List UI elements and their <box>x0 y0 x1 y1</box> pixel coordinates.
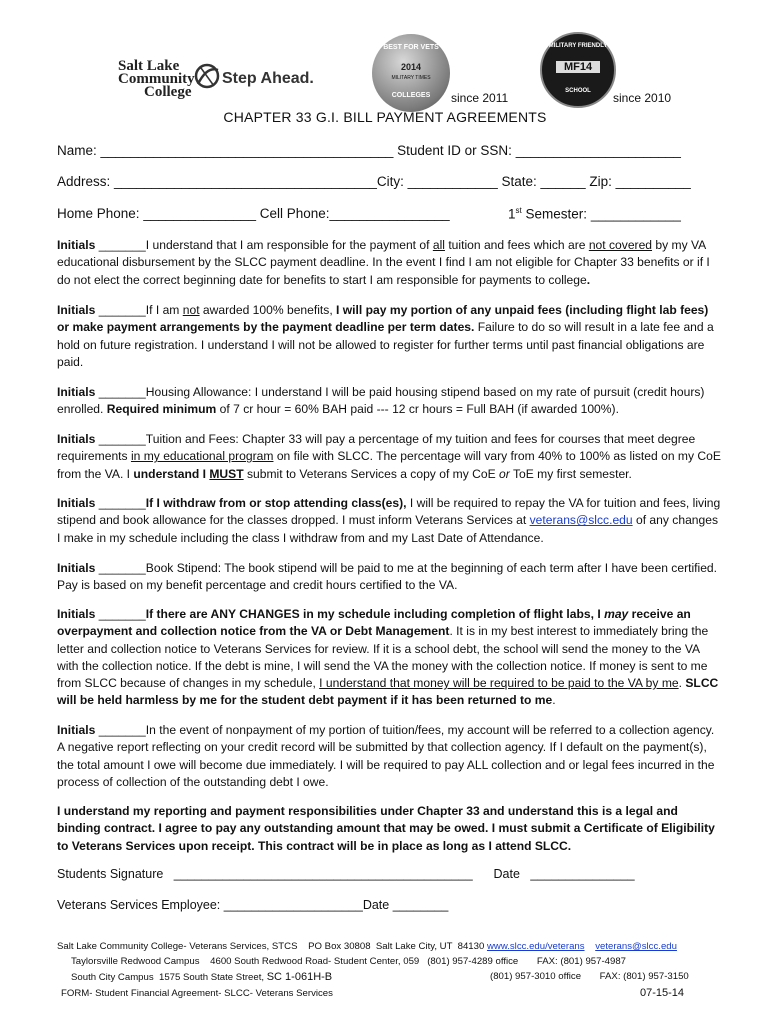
date2-field[interactable]: ________ <box>392 898 449 912</box>
p7-bold: If there are ANY CHANGES in my schedule including completion of flight labs, I <box>145 607 605 621</box>
date-field[interactable]: _______________ <box>530 867 635 881</box>
address-row <box>57 174 691 189</box>
military-friendly-badge <box>540 32 616 108</box>
initials-field[interactable]: _______ <box>98 561 146 575</box>
p1-text-c: by my VA educational disbursement by the SLCC payment deadline. In the event I find I am not eligible for Chapter 33 benefits or if I do not elect the correct beginning date for benefits to start I am responsible for payments to college <box>57 238 710 287</box>
initials-label: Initials <box>57 303 96 317</box>
name-row <box>57 143 681 158</box>
p1-not-covered: not covered <box>588 238 653 252</box>
semester-field[interactable]: ____________ <box>590 206 681 222</box>
student-signature-field[interactable]: ___________________________________________ <box>173 867 473 881</box>
cell-phone-label: Cell Phone: <box>259 206 330 221</box>
initials-label: Initials <box>57 385 96 399</box>
footer-south-city-line <box>71 971 332 983</box>
initials-label: Initials <box>57 723 96 737</box>
zip-label: Zip: <box>589 174 612 189</box>
city-field[interactable]: ____________ <box>407 174 498 189</box>
logo-line-3: College <box>144 84 192 100</box>
initials-label: Initials <box>57 432 96 446</box>
p1-text: I understand that I am responsible for the payment of <box>145 238 433 252</box>
logo-line-2: Community <box>118 71 195 87</box>
p6-text: Book Stipend: The book stipend will be paid to me at the beginning of each term after I have been certified. Pay is based on my benefit percentage and credit hours certified to the VA. <box>57 561 718 593</box>
page-title: CHAPTER 33 G.I. BILL PAYMENT AGREEMENTS <box>223 109 547 125</box>
p7-bold-c: SLCC will be held harmless by me for the student debt payment if it has been returned to me <box>57 676 719 708</box>
address-field[interactable]: ___________________________________ <box>114 174 377 189</box>
date-label: Date <box>493 867 520 881</box>
p1-all: all <box>432 238 445 252</box>
semester-number: 1 <box>508 206 516 222</box>
zip-field[interactable]: __________ <box>615 174 691 189</box>
student-id-label: Student ID or SSN: <box>397 143 512 158</box>
badge-left-top: BEST FOR VETS <box>383 44 439 51</box>
p4-must: MUST <box>209 466 244 481</box>
initials-field[interactable]: _______ <box>98 238 146 252</box>
email-link[interactable]: veterans@slcc.edu <box>529 513 633 528</box>
agreement-nonpayment <box>57 722 722 791</box>
p7-may: may <box>604 607 629 621</box>
student-signature-label: Students Signature <box>57 867 164 881</box>
p2-text: If I am <box>145 303 183 317</box>
footer-taylorsville-line: Taylorsville Redwood Campus 4600 South Redwood Road- Student Center, 059 (801) 957-4289 office FAX: (801) 957-4987 <box>71 956 626 967</box>
footer-address: Salt Lake Community College- Veterans Services, STCS PO Box 30808 Salt Lake City, UT 84130 <box>57 941 487 952</box>
p3-bold: Required minimum <box>106 402 217 417</box>
p1-text-b: tuition and fees which are <box>444 238 589 252</box>
logo-tagline: Step Ahead. <box>222 70 314 87</box>
p2-not: not <box>182 303 200 317</box>
initials-label: Initials <box>57 496 96 510</box>
p4-text-d: ToE my first semester. <box>509 466 632 481</box>
agreement-schedule-changes <box>57 606 722 710</box>
p8-text: In the event of nonpayment of my portion of tuition/fees, my account will be referred to a collection agency. A negative report reflecting on your credit record will be submitted by that collection agency. If I default on the payment(s), the total amount I owe will become due immediately. I will be required to pay ALL collection and or legal fees incurred in the process of collection of the outstanding debt I owe. <box>57 723 715 789</box>
initials-label: Initials <box>57 238 96 252</box>
badge-left-sub: MILITARY TIMES <box>391 75 431 81</box>
phone-row <box>57 206 450 221</box>
badge-right-mid: MF14 <box>556 61 600 73</box>
p3-text-b: of 7 cr hour = 60% BAH paid --- 12 cr hours = Full BAH (if awarded 100%). <box>216 402 619 417</box>
home-phone-field[interactable]: _______________ <box>143 206 256 221</box>
footer-url-link[interactable]: www.slcc.edu/veterans <box>486 941 585 952</box>
semester-label: Semester: <box>525 206 588 222</box>
footer-address-line <box>57 941 677 952</box>
p4-text-b: on file with SLCC. The percentage will vary from 40% to 100% as listed on my CoE from the VA. I <box>57 449 721 481</box>
logo-line-1: Salt Lake <box>118 58 180 74</box>
best-for-vets-badge <box>372 34 450 112</box>
initials-label: Initials <box>57 561 96 575</box>
student-id-field[interactable]: ______________________ <box>515 143 681 158</box>
since-2010-label: since 2010 <box>613 91 672 105</box>
swirl-icon <box>192 58 222 94</box>
initials-field[interactable]: _______ <box>98 496 146 510</box>
agreement-tuition-fees <box>57 237 722 289</box>
footer-email-link[interactable]: veterans@slcc.edu <box>595 941 677 952</box>
p7-text-b: . <box>678 676 686 691</box>
p4-text-c: submit to Veterans Services a copy of my CoE <box>243 466 500 481</box>
semester-row <box>508 206 681 222</box>
p2-text-c: Failure to do so will result in a late fee and a hold on future registration. I understand I will not be allowed to register for further terms until past financial obligations are paid. <box>57 320 714 369</box>
slcc-logo <box>108 56 320 102</box>
state-label: State: <box>501 174 537 189</box>
p5-text-b: of any changes I make in my schedule including the class I withdraw from and my Last Date of Attendance. <box>57 513 719 545</box>
initials-field[interactable]: _______ <box>98 607 146 621</box>
p4-text: Tuition and Fees: Chapter 33 will pay a percentage of my tuition and fees for courses that meet degree requirements <box>57 432 696 464</box>
name-label: Name: <box>57 143 97 158</box>
agreement-tuition-percentage <box>57 431 722 483</box>
city-label: City: <box>376 174 404 189</box>
p4-or: or <box>499 466 510 481</box>
date2-label: Date <box>362 898 390 912</box>
agreement-withdraw <box>57 495 722 547</box>
cell-phone-field[interactable]: ________________ <box>329 206 450 221</box>
initials-field[interactable]: _______ <box>98 385 146 399</box>
state-field[interactable]: ______ <box>540 174 586 189</box>
p4-underline: in my educational program <box>130 449 274 464</box>
initials-field[interactable]: _______ <box>98 723 146 737</box>
footer-south-city-phone: (801) 957-3010 office FAX: (801) 957-3150 <box>490 971 689 982</box>
badge-left-year: 2014 <box>400 62 422 72</box>
footer-form-name: FORM- Student Financial Agreement- SLCC- Veterans Services <box>61 988 333 999</box>
p5-bold: If I withdraw from or stop attending class(es), <box>145 496 407 510</box>
agreement-book-stipend <box>57 560 722 595</box>
badge-right-top: MILITARY FRIENDLY <box>548 43 608 49</box>
p3-text: Housing Allowance: I understand I will be paid housing stipend based on my rate of pursuit (credit hours) enrolled. <box>57 385 705 417</box>
agreement-housing <box>57 384 722 419</box>
initials-field[interactable]: _______ <box>98 303 146 317</box>
footer-south-city: South City Campus 1575 South State Street, <box>71 972 267 983</box>
employee-field[interactable]: ____________________ <box>223 898 363 912</box>
address-label: Address: <box>57 174 111 189</box>
p7-underline: I understand that money will be required to be paid to the VA by me <box>319 676 679 691</box>
p2-text-b: awarded 100% benefits, <box>199 303 337 317</box>
employee-signature-row <box>57 898 448 912</box>
since-2011-label: since 2011 <box>451 91 509 105</box>
p7-text: . It is in my best interest to immediately bring the letter and collection notice to Veterans Services for review. If it is a school debt, the school will send the money to the VA with the collection notice. If the debt is mine, I will send the VA the money with the collection notice. If money is sent to me from SLCC because of changes in my schedule, <box>57 624 709 691</box>
footer-form-date: 07-15-14 <box>640 987 685 999</box>
p5-text: I will be required to repay the VA for tuition and fees, living stipend and book allowance for the classes dropped. I must inform Veterans Services at <box>57 496 721 528</box>
badge-right-bottom: SCHOOL <box>565 88 591 94</box>
initials-field[interactable]: _______ <box>98 432 146 446</box>
p7-bold-b: receive an overpayment and collection notice from the VA or Debt Management <box>57 607 691 639</box>
home-phone-label: Home Phone: <box>57 206 140 221</box>
badge-left-bottom: COLLEGES <box>391 92 431 99</box>
student-signature-row <box>57 867 635 881</box>
p4-bold: understand I <box>133 466 210 481</box>
closing-statement: I understand my reporting and payment responsibilities under Chapter 33 and understand this is a legal and binding contract. I agree to pay any outstanding amount that may be owed. I must submit a Certificate of Eligibility to Veterans Services upon receipt. This contract will be in place as long as I attend SLCC. <box>57 804 715 853</box>
p2-bold: I will pay my portion of any unpaid fees (including flight lab fees) or make payment arrangements by the payment deadline per term dates. <box>57 303 709 335</box>
p1-period: . <box>586 272 591 287</box>
agreement-unpaid-fees <box>57 302 722 371</box>
p7-text-c: . <box>552 693 556 708</box>
employee-label: Veterans Services Employee: <box>57 898 221 912</box>
initials-label: Initials <box>57 607 96 621</box>
footer-room: SC 1-061H-B <box>266 971 333 983</box>
semester-suffix: st <box>515 206 522 215</box>
name-field[interactable]: _______________________________________ <box>100 143 394 158</box>
